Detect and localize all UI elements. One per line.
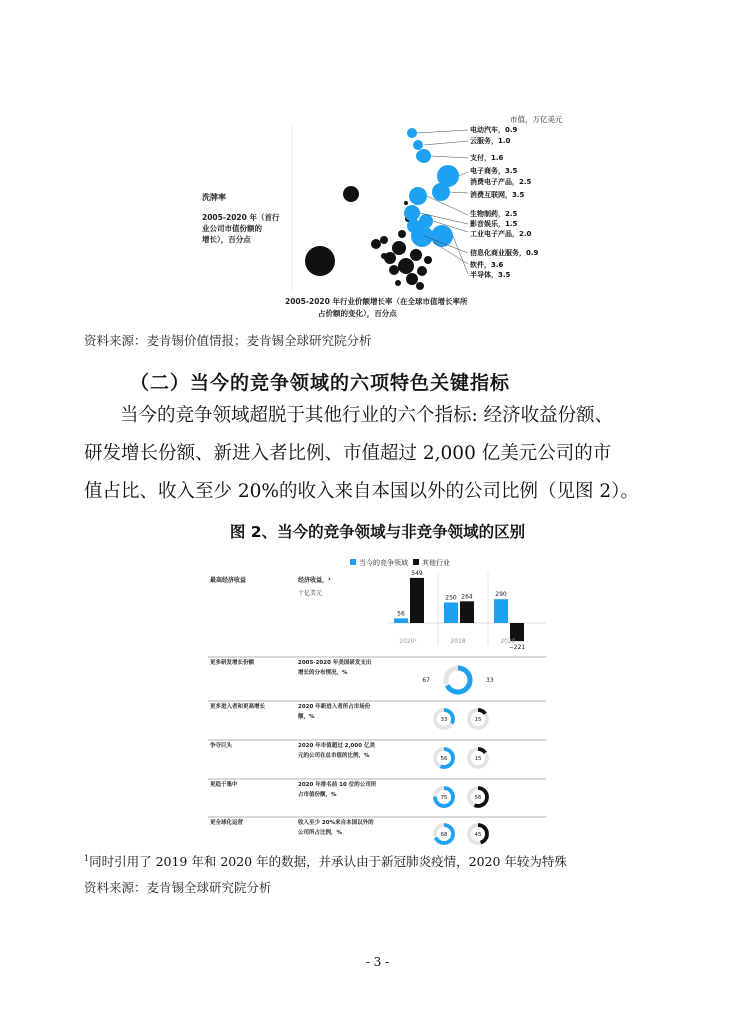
row-desc-line1: 收入至少 20%来自本国以外的: [298, 820, 374, 826]
page-number: - 3 -: [365, 955, 390, 969]
bar-value-label: 250: [445, 594, 457, 602]
bubble-other: [392, 241, 406, 255]
bubble-chart-figure: [200, 108, 563, 323]
bubble-other: [305, 246, 335, 276]
bubble-payments: [417, 149, 431, 163]
legend-other: 其他行业: [422, 559, 450, 567]
y-axis-title-1: 洗牌率: [202, 193, 226, 202]
row-desc-line2: 公司所占比例，%: [298, 830, 343, 836]
bar-metric-line1: 经济收益，¹: [298, 577, 331, 584]
paragraph-line: 当今的竞争领域超脱于其他行业的六个指标: 经济收益份额、: [120, 405, 614, 426]
row-title: 更多进入者和更高增长: [210, 704, 266, 710]
bubble-other: [398, 230, 406, 238]
y-axis-title-3: 业公司市值份额的: [202, 224, 262, 233]
donut-value-arena: 33: [440, 717, 448, 723]
bubble-other: [416, 282, 424, 290]
donut-value-other: 15: [474, 717, 482, 723]
donut-value-arena: 68: [440, 832, 448, 838]
donut-value-other: 56: [474, 795, 482, 801]
row-desc-line1: 2005-2020 年美国研发支出: [298, 660, 372, 666]
footnote-marker: 1: [84, 853, 90, 863]
bubble-other: [410, 249, 422, 261]
bar-arena: [494, 599, 508, 623]
row-desc-line1: 2020 年排名前 10 位的公司所: [298, 782, 377, 788]
bubble-labels: [470, 125, 539, 280]
bubble-consumer-internet: [409, 187, 427, 205]
figure1-source: 资料来源：麦肯锡价值情报；麦肯锡全球研究院分析: [84, 333, 372, 348]
row-desc-line2: 额，%: [298, 714, 315, 720]
bubble-other: [417, 266, 427, 276]
donut-value-other: 15: [474, 756, 482, 762]
bar-category-label: 2018: [450, 638, 466, 645]
donut-value-other: 45: [474, 832, 482, 838]
bubble-legend-title: 市值，万亿美元: [510, 115, 563, 124]
label-ecommerce: 电子商务，3.5: [470, 167, 518, 175]
label-payments: 支付，1.6: [470, 154, 504, 162]
row-title: 更趋于集中: [210, 782, 238, 788]
bar-metric-line2: 十亿美元: [298, 590, 323, 597]
bubble-other: [380, 236, 388, 244]
donut-label-other: 33: [486, 677, 494, 684]
bar-arena: [394, 618, 408, 623]
row-title: 争夺巨头: [210, 743, 233, 749]
bar-arena: [444, 602, 458, 623]
bubble-cloud-services: [413, 140, 423, 150]
paragraph-line: 值占比、收入至少 20%的收入来自本国以外的公司比例（见图 2）。: [84, 481, 639, 502]
bubble-other: [395, 280, 401, 286]
bar-other: [410, 578, 424, 623]
bubble-biopharma: [404, 205, 420, 221]
bar-value-label: 549: [411, 569, 423, 577]
bar-value-label: 290: [495, 591, 507, 599]
donut-value-arena: 75: [440, 795, 448, 801]
row-desc-line1: 2020 年新进入者所占市场份: [298, 704, 371, 710]
bar-category-label: 2020¹: [399, 638, 417, 645]
label-ev: 电动汽车，0.9: [470, 126, 518, 134]
row-title: 更多研发增长份额: [210, 660, 255, 666]
row-desc-line1: 2020 年市值超过 2,000 亿美: [298, 743, 375, 749]
x-axis-title-1: 2005-2020 年行业价额增长率（在全球市值增长率所: [285, 297, 468, 306]
legend-arena: 当今的竞争领域: [359, 559, 408, 567]
body-paragraph: [84, 397, 674, 511]
bubble-consumer-electronics: [432, 183, 450, 201]
row-desc-line2: 元的公司在总市值的比例，%: [298, 753, 370, 759]
section-heading: （二）当今的竞争领域的六项特色关键指标: [130, 372, 511, 394]
figure2-title: 图 2、当今的竞争领域与非竞争领域的区别: [229, 523, 526, 541]
bubble-electric-vehicles: [407, 128, 417, 138]
label-software: 软件，3.6: [470, 261, 504, 269]
bubble-other: [381, 253, 387, 259]
bar-other: [460, 601, 474, 623]
bubble-other: [398, 258, 414, 274]
donut-label-arena: 67: [422, 677, 430, 684]
label-semiconductors: 半导体，3.5: [470, 271, 511, 279]
row-title: 更全球化运营: [210, 820, 244, 826]
label-cloud: 云服务，1.0: [470, 137, 511, 145]
bubbles-arena: [404, 128, 459, 247]
comparison-figure: [208, 555, 546, 845]
label-industrial-electronics: 工业电子产品，2.0: [470, 230, 532, 238]
legend-swatch-arena: [350, 559, 356, 565]
bubble-other: [406, 273, 418, 285]
paragraph-line: 研发增长份额、新进入者比例、市值超过 2,000 亿美元公司的市: [84, 443, 612, 464]
bubble-other: [404, 201, 408, 205]
bar-value-label: 264: [461, 593, 473, 601]
footnote-text: 同时引用了 2019 年和 2020 年的数据，并承认由于新冠肺炎疫情，2020 年较为特殊: [89, 854, 567, 869]
bubble-other: [343, 186, 359, 202]
label-biopharma: 生物制药，2.5: [470, 210, 518, 218]
bubble-other: [371, 239, 381, 249]
bar-value-label: −221: [508, 644, 526, 652]
y-axis-title-4: 增长），百分点: [202, 235, 251, 244]
figure2-source: 资料来源：麦肯锡全球研究院分析: [84, 880, 272, 895]
donut-value-arena: 56: [440, 756, 448, 762]
bar-category-label: 2020: [500, 638, 516, 645]
metric-rows: [208, 657, 546, 843]
bar-chart: [394, 570, 525, 651]
row-desc-line2: 增长的分布情况，%: [298, 670, 348, 676]
legend-swatch-other: [413, 559, 419, 565]
x-axis-title-2: 占价额的变化），百分点: [318, 309, 397, 318]
bubble-software: [411, 225, 433, 247]
bar-value-label: 56: [397, 610, 405, 618]
y-axis-title-2: 2005-2020 年（首行: [202, 213, 280, 222]
footnote: [84, 852, 567, 870]
label-consumer-internet: 消费互联网，3.5: [470, 191, 525, 199]
label-it-services: 信息化商业服务，0.9: [470, 249, 539, 257]
row-desc-line2: 占市值份额，%: [298, 792, 337, 798]
bubble-other: [424, 256, 432, 264]
label-consumer-electronics: 消费电子产品，2.5: [470, 178, 532, 186]
label-media: 影音娱乐，1.5: [470, 220, 518, 228]
bubble-other: [389, 265, 399, 275]
bar-section-title: 最高经济收益: [210, 577, 247, 584]
bubble-semiconductors: [431, 225, 453, 247]
